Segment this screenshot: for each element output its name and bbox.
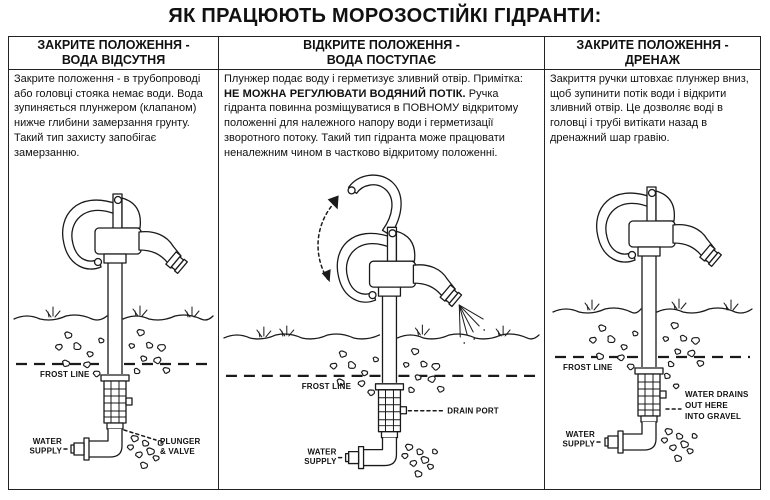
bottom-pivot [369, 292, 376, 299]
head-gusset [396, 231, 414, 261]
callout-label: DRAIN PORT [447, 406, 499, 416]
panel-header-line1: ЗАКРИТЕ ПОЛОЖЕННЯ - [37, 38, 190, 52]
drain-port-nub [126, 398, 132, 405]
valve-body [101, 374, 132, 430]
panel-body-text [545, 70, 760, 147]
body-text-pre: Закриття ручки штовхає плунжер вниз, щоб зупинити потік води і відкрити зливний отвір. Це дозволяє воді в головці і трубі витікати назад в дренажний шар гравію. [550, 73, 749, 144]
standpipe [382, 296, 396, 391]
head-housing [629, 221, 675, 247]
body-text-post: Ручка гідранта повинна розміщуватися в ПОВНОМУ відкритому положенні для належного напору води і герметизації зворотного потоку. Такий тип гідранта може працювати неналежним чином в частково відкритому положенні. [224, 87, 519, 159]
valve-body [635, 367, 666, 423]
frost-line-label: FROST LINE [563, 362, 613, 372]
rotation-arc [318, 201, 336, 279]
valve-body [376, 383, 407, 439]
panel-header [219, 37, 544, 70]
hydrant-head-closed [63, 194, 188, 274]
water-supply-label: WATER [32, 437, 62, 447]
gravel [401, 444, 438, 478]
top-pivot [389, 230, 396, 237]
panel-header [545, 37, 760, 70]
callout-label: PLUNGER [160, 437, 201, 447]
leader-line [124, 430, 156, 440]
body-text-pre: Закрите положення - в трубопроводі або головці стояка немає води. Вода зупиняється плунжером (клапаном) нижче глибини замерзання грунту. Такий тип захисту запобігає замерзанню. [14, 73, 203, 159]
standpipe [108, 263, 122, 382]
panel-figure [219, 161, 544, 489]
hydrant-drain-diagram [549, 169, 756, 467]
water-drops [663, 372, 679, 388]
diagram-root [224, 175, 539, 478]
head-gusset [656, 191, 674, 221]
arrowhead-up [328, 196, 339, 210]
panel-header-line2: ВОДА ВІДСУТНЯ [61, 53, 166, 67]
supply-elbow [605, 422, 656, 453]
head-housing [95, 228, 141, 254]
standpipe [642, 256, 656, 375]
body-text-pre: Плунжер подає воду і герметизує зливний отвір. Примітка: [224, 73, 523, 85]
handle-raised [349, 175, 401, 235]
water-supply-label: WATER [565, 429, 595, 439]
bottom-pivot [629, 251, 636, 258]
water-supply-label: SUPPLY [304, 457, 337, 467]
diagram-root [553, 187, 752, 462]
hydrant-table [8, 36, 761, 490]
panel-header-line1: ЗАКРИТЕ ПОЛОЖЕННЯ - [576, 38, 729, 52]
top-pivot [115, 197, 122, 204]
gravel [127, 436, 164, 470]
head-collar [104, 254, 126, 263]
panel-header-line2: ДРЕНАЖ [625, 53, 680, 67]
callout-label: WATER DRAINS [685, 389, 749, 399]
panel-open-water-flowing [218, 37, 544, 489]
page-title: ЯК ПРАЦЮЮТЬ МОРОЗОСТІЙКІ ГІДРАНТИ: [168, 5, 602, 27]
top-pivot [649, 189, 656, 196]
supply-elbow [71, 429, 122, 460]
drain-port-nub [660, 391, 666, 398]
water-supply-label: SUPPLY [562, 439, 595, 449]
callout-label: INTO GRAVEL [685, 411, 742, 421]
handle-grip-pivot [348, 187, 355, 194]
panel-closed-drain [544, 37, 760, 489]
panel-body-text [9, 70, 218, 161]
panel-header [9, 37, 218, 70]
panel-body-text [219, 70, 544, 161]
water-supply-label: WATER [307, 447, 337, 457]
hydrant-head-open [318, 175, 485, 344]
panel-header-line1: ВІДКРИТЕ ПОЛОЖЕННЯ - [303, 38, 460, 52]
supply-elbow [346, 438, 397, 469]
water-spray [459, 305, 485, 344]
frost-line-label: FROST LINE [40, 370, 90, 380]
head-collar [379, 287, 401, 296]
gravel [661, 428, 698, 462]
head-gusset [122, 198, 140, 228]
ground-line [224, 334, 539, 339]
frost-line-label: FROST LINE [301, 381, 352, 391]
water-supply-label: SUPPLY [29, 446, 62, 456]
panel-figure [545, 147, 760, 489]
hydrant-open-diagram [220, 171, 543, 479]
panel-closed-no-water [9, 37, 218, 489]
head-housing [370, 261, 416, 287]
panel-figure [9, 161, 218, 489]
body-text-bold: НЕ МОЖНА РЕГУЛЮВАТИ ВОДЯНИЙ ПОТІК. [224, 87, 466, 100]
head-collar [638, 247, 660, 256]
drain-port-nub [400, 407, 406, 414]
callout-label: OUT HERE [685, 400, 728, 410]
hydrant-closed-diagram [10, 176, 217, 474]
hydrant-head-closed [597, 187, 722, 267]
panel-header-line2: ВОДА ПОСТУПАЄ [326, 53, 437, 67]
diagram-root [14, 194, 213, 469]
bottom-pivot [95, 259, 102, 266]
callout-label: & VALVE [160, 447, 195, 457]
